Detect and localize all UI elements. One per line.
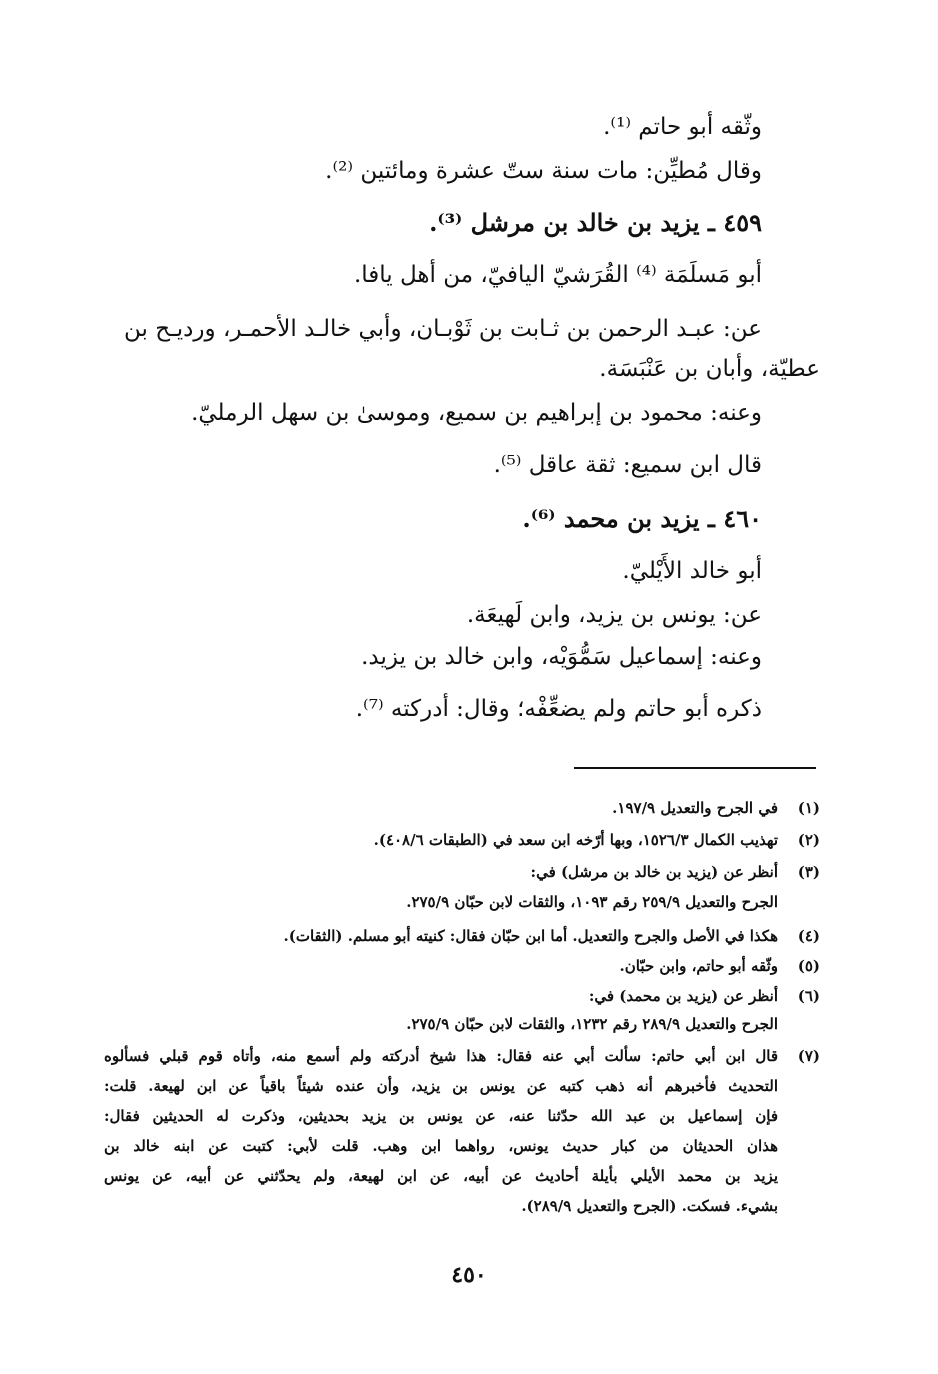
- footnote-7: [104, 1045, 820, 1068]
- footnote-text: يزيد بن محمد الأيلي بأيلة أحاديث عن أبيه، عن ابن لهيعة، ولم يحدّثني عن أبيه، عن يونس: [104, 1167, 778, 1185]
- footnote-number: (٧): [797, 1047, 820, 1065]
- footnote-text: في الجرح والتعديل ١٩٧/٩.: [612, 799, 778, 817]
- footnote-number: (٢): [797, 831, 820, 849]
- footnote-text: أنظر عن (يزيد بن خالد بن مرشل) في:: [530, 863, 778, 881]
- text-line: أبو مَسلَمَة ⁽⁴⁾ القُرَشيّ اليافيّ، من أهل يافا.: [353, 262, 762, 288]
- entry-heading-459: ٤٥٩ ـ يزيد بن خالد بن مرشل ⁽³⁾.: [429, 208, 762, 237]
- footnote-7-cont: [104, 1195, 820, 1218]
- footnote-7-cont: [104, 1075, 820, 1098]
- footnote-text: أنظر عن (يزيد بن محمد) في:: [588, 987, 778, 1005]
- footnote-7-cont: [104, 1165, 820, 1188]
- footnote-text: قال ابن أبي حاتم: سألت أبي عنه فقال: هذا شيخ أدركته ولم أسمع منه، وأتاه قوم قبلي فسألوه: [104, 1047, 778, 1065]
- text-line: وقال مُطيِّن: مات سنة ستّ عشرة ومائتين ⁽²⁾.: [325, 158, 762, 184]
- footnote-4: [104, 925, 820, 948]
- footnote-3-cont: [104, 891, 820, 914]
- text-line: عن: عبـد الرحمن بن ثـابت بن ثَوْبـان، وأبي خالـد الأحمـر، ورديـح بن: [123, 316, 762, 342]
- text-line: قال ابن سميع: ثقة عاقل ⁽⁵⁾.: [493, 452, 762, 478]
- footnote-6: [104, 985, 820, 1008]
- text-line: ذكره أبو حاتم ولم يضعِّفْه؛ وقال: أدركته ⁽⁷⁾.: [355, 696, 762, 722]
- page-number: ٤٥٠: [451, 1262, 487, 1288]
- footnote-5: [104, 955, 820, 978]
- footnote-7-cont: [104, 1105, 820, 1128]
- footnote-text: الجرح والتعديل ٢٥٩/٩ رقم ١٠٩٣، والثقات لابن حبّان ٢٧٥/٩.: [406, 893, 778, 911]
- entry-heading-460: ٤٦٠ ـ يزيد بن محمد ⁽⁶⁾.: [522, 504, 762, 533]
- footnote-number: (٤): [797, 927, 820, 945]
- footnote-7-cont: [104, 1135, 820, 1158]
- text-line: وعنه: إسماعيل سَمُّوَيْه، وابن خالد بن يزيد.: [361, 644, 762, 670]
- footnote-number: (٦): [797, 987, 820, 1005]
- footnote-2: [104, 829, 820, 852]
- text-line: أبو خالد الأَيْليّ.: [622, 558, 762, 584]
- footnote-1: [104, 797, 820, 820]
- footnote-text: فإن إسماعيل بن عبد الله حدّثنا عنه، عن يونس بن يزيد بحديثين، وذكرت له الحديثين فقال:: [104, 1107, 778, 1125]
- footnote-text: وثّقه أبو حاتم، وابن حبّان.: [619, 957, 778, 975]
- footnote-number: (٣): [797, 863, 820, 881]
- text-line: وثّقه أبو حاتم ⁽¹⁾.: [603, 114, 762, 140]
- footnote-3: [104, 861, 820, 884]
- footnote-text: هكذا في الأصل والجرح والتعديل. أما ابن حبّان فقال: كنيته أبو مسلم. (الثقات).: [283, 927, 778, 945]
- footnote-6-cont: [104, 1013, 820, 1036]
- text-line: عن: يونس بن يزيد، وابن لَهيعَة.: [466, 602, 762, 628]
- text-line: عطيّة، وأبان بن عَنْبَسَة.: [599, 356, 820, 382]
- footnote-text: الجرح والتعديل ٢٨٩/٩ رقم ١٢٣٢، والثقات لابن حبّان ٢٧٥/٩.: [406, 1015, 778, 1033]
- footnote-number: (٥): [797, 957, 820, 975]
- footnote-text: بشيء. فسكت. (الجرح والتعديل ٢٨٩/٩).: [521, 1197, 778, 1215]
- footnote-separator: [574, 767, 816, 769]
- footnote-number: (١): [797, 799, 820, 817]
- footnote-text: التحديث فأخبرهم أنه ذهب كتبه عن يونس بن يزيد، وأن عنده شيئاً باقياً عن ابن لهيعة. قلت:: [104, 1077, 778, 1095]
- text-line: وعنه: محمود بن إبراهيم بن سميع، وموسىٰ بن سهل الرمليّ.: [191, 400, 762, 426]
- footnote-text: هذان الحديثان من كبار حديث يونس، رواهما ابن وهب. قلت لأبي: كتبت عن ابنه خالد بن: [104, 1137, 778, 1155]
- footnote-text: تهذيب الكمال ١٥٢٦/٣، وبها أرّخه ابن سعد في (الطبقات ٤٠٨/٦).: [373, 831, 778, 849]
